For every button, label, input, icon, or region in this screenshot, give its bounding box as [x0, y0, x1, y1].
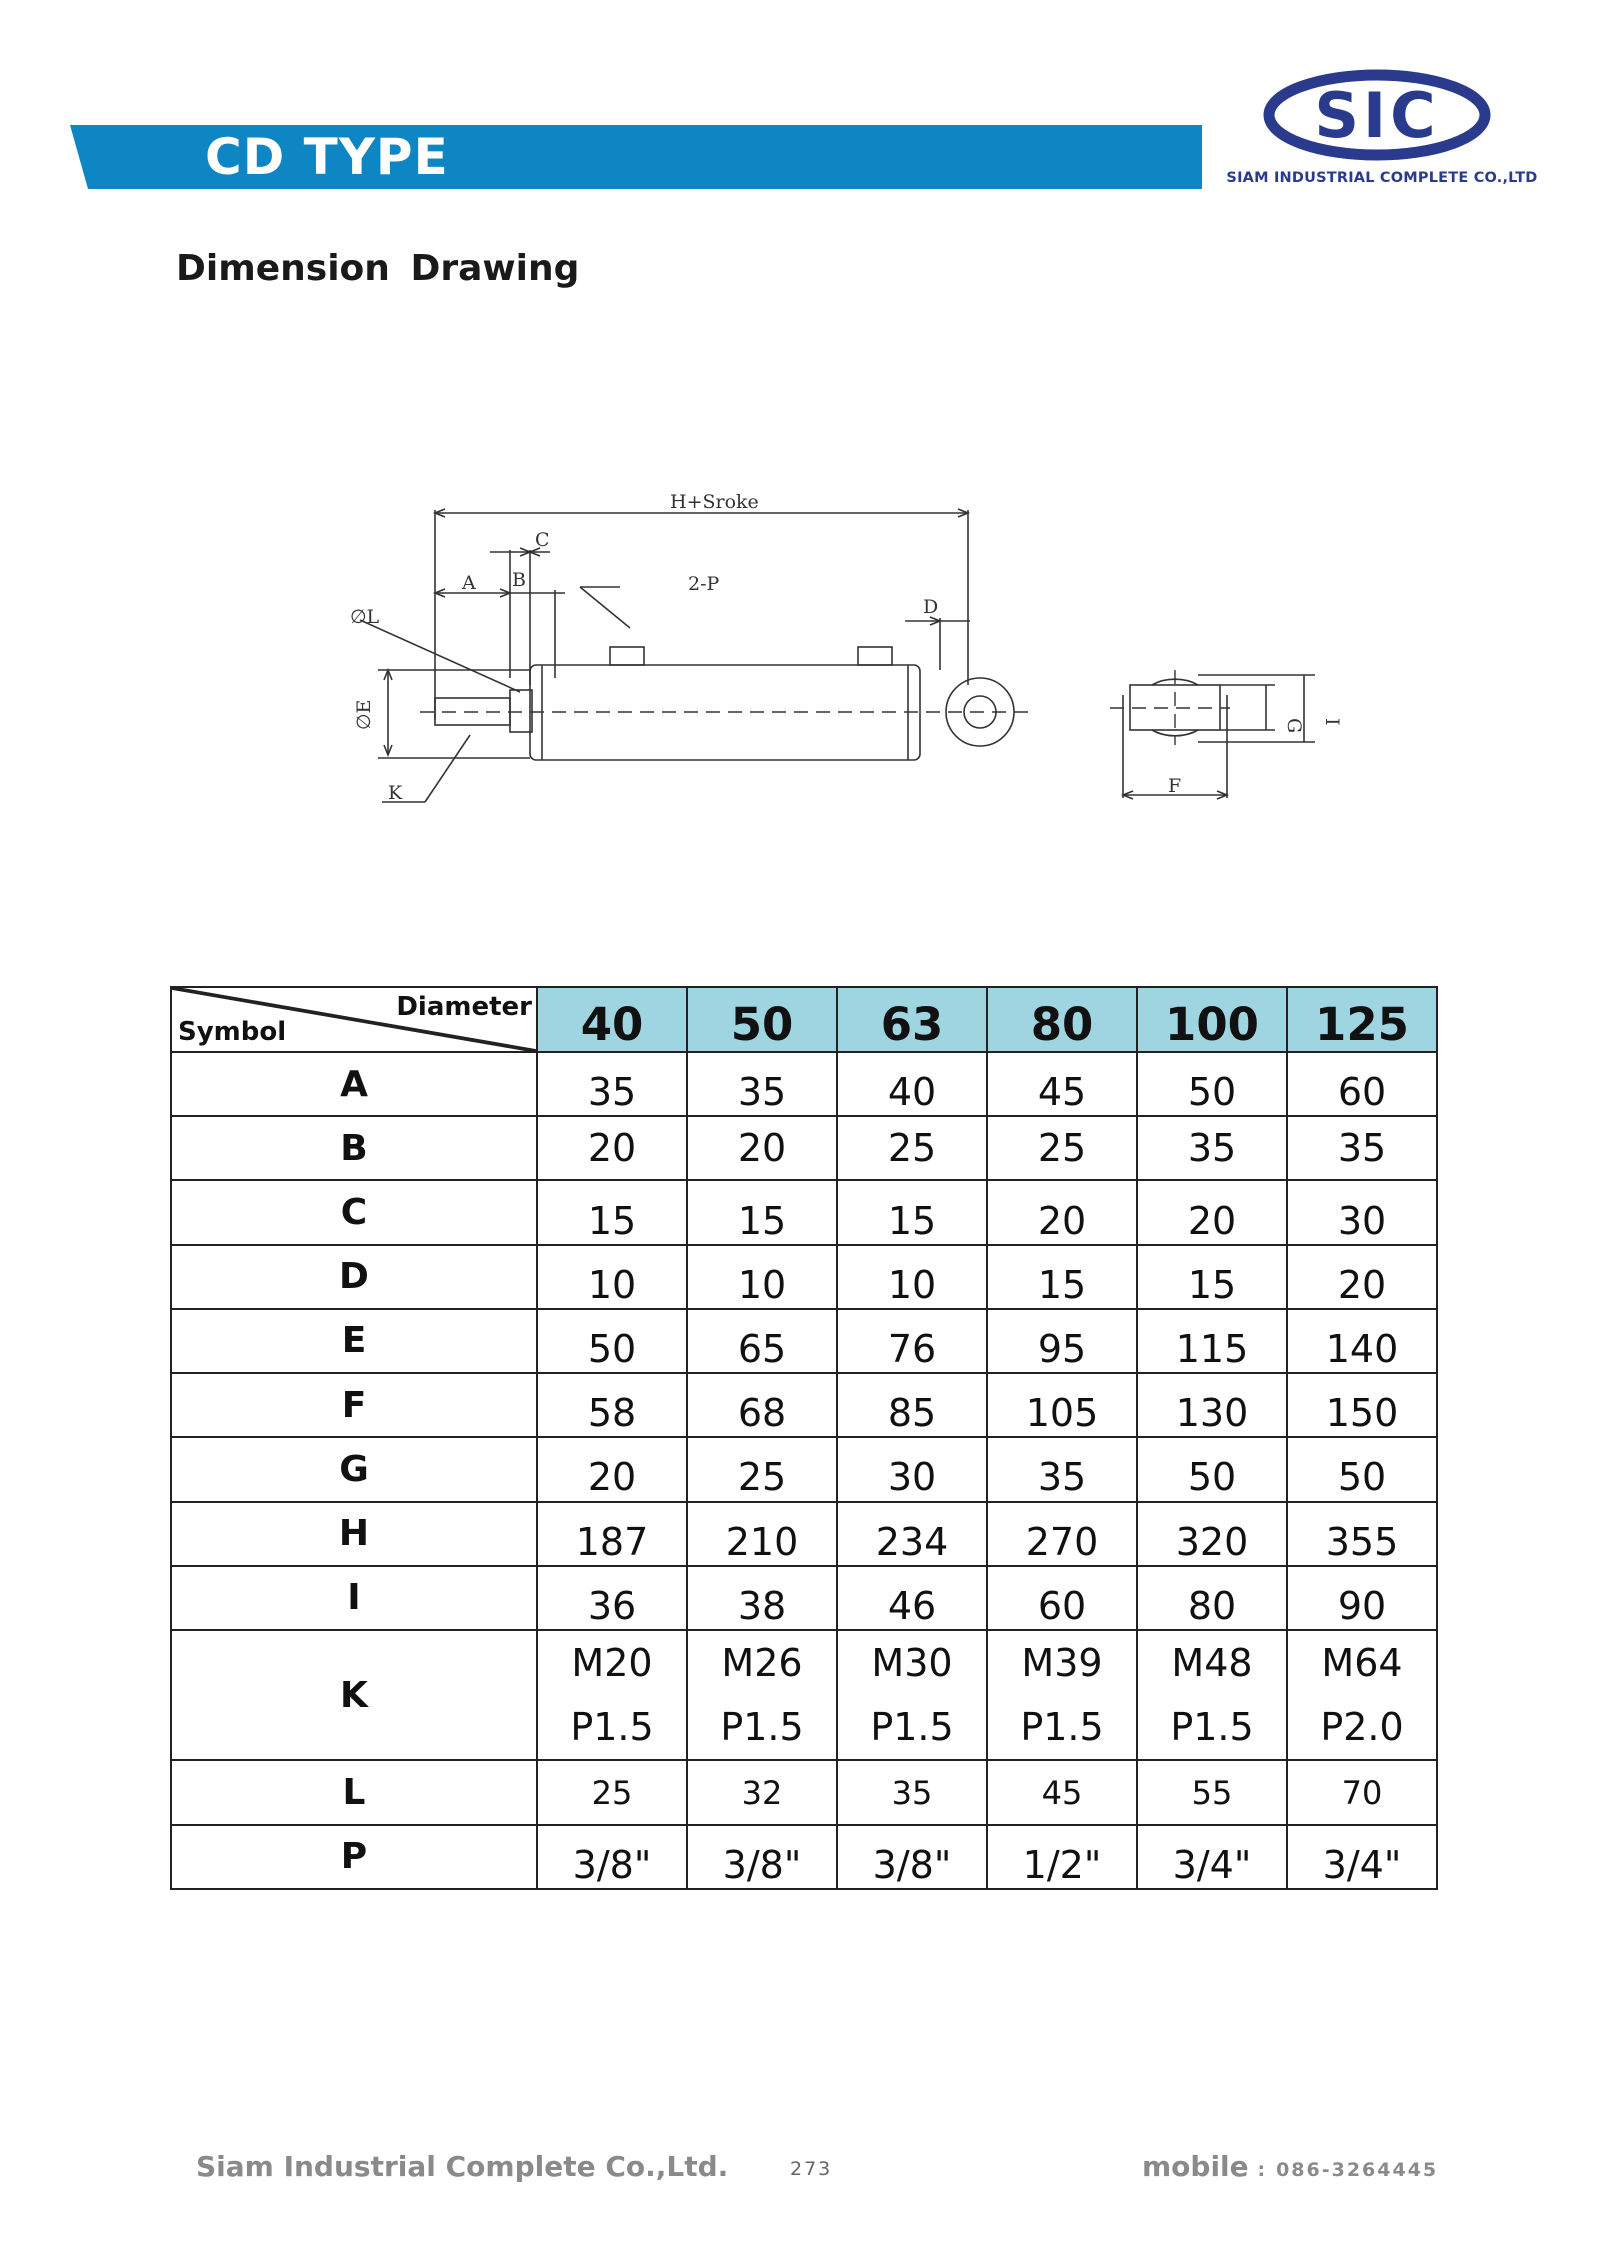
symbol-cell: B — [171, 1116, 537, 1180]
footer-mobile — [1142, 2150, 1438, 2183]
section-title: Dimension Drawing — [176, 248, 580, 289]
value-cell: 210 — [687, 1502, 837, 1566]
table-row — [171, 1052, 1437, 1116]
value-cell: 40 — [837, 1052, 987, 1116]
value-cell: 70 — [1287, 1760, 1437, 1824]
value-cell: 50 — [1137, 1437, 1287, 1501]
value-cell: 55 — [1137, 1760, 1287, 1824]
diameter-header: 125 — [1287, 987, 1437, 1052]
thread-pitch: P1.5 — [720, 1705, 804, 1750]
symbol-cell: I — [171, 1566, 537, 1630]
diameter-header: 50 — [687, 987, 837, 1052]
value-cell: 36 — [537, 1566, 687, 1630]
value-cell: 10 — [537, 1245, 687, 1309]
value-cell — [987, 1630, 1137, 1760]
symbol-cell: K — [171, 1630, 537, 1760]
label-d: D — [923, 596, 939, 618]
value-cell: 38 — [687, 1566, 837, 1630]
value-cell: 130 — [1137, 1373, 1287, 1437]
value-cell: 3/8" — [837, 1825, 987, 1889]
label-f: F — [1168, 775, 1182, 797]
value-cell: 3/8" — [537, 1825, 687, 1889]
table-row — [171, 1825, 1437, 1889]
label-i: I — [1321, 718, 1343, 726]
value-cell: 105 — [987, 1373, 1137, 1437]
label-k: K — [388, 782, 403, 804]
value-cell — [1287, 1630, 1437, 1760]
dimension-table — [170, 986, 1438, 1890]
label-b: B — [512, 569, 526, 591]
value-cell: 3/4" — [1287, 1825, 1437, 1889]
value-cell: 68 — [687, 1373, 837, 1437]
value-cell: 30 — [1287, 1180, 1437, 1244]
thread-pitch: P1.5 — [1020, 1705, 1104, 1750]
value-cell: 35 — [1137, 1116, 1287, 1180]
table-row — [171, 1180, 1437, 1244]
value-cell: 20 — [987, 1180, 1137, 1244]
label-l: ∅L — [350, 606, 380, 628]
value-cell: 15 — [837, 1180, 987, 1244]
value-cell — [1137, 1630, 1287, 1760]
value-cell: 10 — [837, 1245, 987, 1309]
mobile-number: 086-3264445 — [1276, 2159, 1439, 2181]
label-h-stroke: H+Sroke — [670, 491, 759, 513]
value-cell: 95 — [987, 1309, 1137, 1373]
symbol-cell: G — [171, 1437, 537, 1501]
diameter-header: 100 — [1137, 987, 1287, 1052]
footer-company: Siam Industrial Complete Co.,Ltd. — [196, 2150, 729, 2183]
label-2p: 2-P — [688, 573, 720, 595]
thread-size: M20 — [571, 1641, 653, 1686]
value-cell: 65 — [687, 1309, 837, 1373]
symbol-cell: C — [171, 1180, 537, 1244]
value-cell: 355 — [1287, 1502, 1437, 1566]
logo-text: SIC — [1314, 79, 1440, 152]
page-title: CD TYPE — [205, 128, 449, 186]
sic-logo-mark — [1262, 68, 1492, 163]
page-number: 273 — [790, 2158, 833, 2180]
value-cell: 15 — [537, 1180, 687, 1244]
logo-caption: SIAM INDUSTRIAL COMPLETE CO.,LTD — [1226, 170, 1538, 186]
table-row — [171, 1630, 1437, 1760]
value-cell: 58 — [537, 1373, 687, 1437]
thread-size: M48 — [1171, 1641, 1253, 1686]
diameter-header: 80 — [987, 987, 1137, 1052]
mobile-separator: : — [1257, 2159, 1268, 2181]
table-header-row — [171, 987, 1437, 1052]
thread-pitch: P2.0 — [1320, 1705, 1404, 1750]
value-cell — [687, 1630, 837, 1760]
table-row — [171, 1373, 1437, 1437]
thread-size: M39 — [1021, 1641, 1103, 1686]
symbol-cell: D — [171, 1245, 537, 1309]
thread-size: M26 — [721, 1641, 803, 1686]
value-cell: 20 — [537, 1116, 687, 1180]
label-c: C — [535, 529, 550, 551]
value-cell: 25 — [687, 1437, 837, 1501]
value-cell: 85 — [837, 1373, 987, 1437]
value-cell: 80 — [1137, 1566, 1287, 1630]
value-cell: 20 — [1287, 1245, 1437, 1309]
value-cell: 30 — [837, 1437, 987, 1501]
label-e: ∅E — [353, 699, 375, 730]
value-cell: 187 — [537, 1502, 687, 1566]
value-cell: 35 — [987, 1437, 1137, 1501]
value-cell: 10 — [687, 1245, 837, 1309]
dimension-drawing — [340, 480, 1343, 820]
value-cell: 46 — [837, 1566, 987, 1630]
value-cell: 150 — [1287, 1373, 1437, 1437]
company-logo — [1226, 68, 1538, 186]
value-cell: 3/8" — [687, 1825, 837, 1889]
table-row — [171, 1502, 1437, 1566]
table-row — [171, 1245, 1437, 1309]
value-cell: 25 — [837, 1116, 987, 1180]
value-cell — [537, 1630, 687, 1760]
thread-size: M30 — [871, 1641, 953, 1686]
label-g: G — [1283, 718, 1305, 734]
corner-label-diameter: Diameter — [396, 992, 532, 1022]
table-row — [171, 1566, 1437, 1630]
symbol-cell: H — [171, 1502, 537, 1566]
value-cell: 60 — [987, 1566, 1137, 1630]
value-cell: 45 — [987, 1760, 1137, 1824]
value-cell: 20 — [1137, 1180, 1287, 1244]
label-a: A — [462, 572, 476, 594]
corner-label-symbol: Symbol — [178, 1017, 287, 1047]
thread-size: M64 — [1321, 1641, 1403, 1686]
value-cell: 234 — [837, 1502, 987, 1566]
table-row — [171, 1437, 1437, 1501]
table-row — [171, 1116, 1437, 1180]
value-cell: 50 — [537, 1309, 687, 1373]
value-cell: 60 — [1287, 1052, 1437, 1116]
value-cell: 35 — [687, 1052, 837, 1116]
symbol-cell: P — [171, 1825, 537, 1889]
value-cell: 35 — [537, 1052, 687, 1116]
table-row — [171, 1760, 1437, 1824]
table-row — [171, 1309, 1437, 1373]
value-cell: 90 — [1287, 1566, 1437, 1630]
symbol-cell: F — [171, 1373, 537, 1437]
value-cell: 320 — [1137, 1502, 1287, 1566]
symbol-cell: E — [171, 1309, 537, 1373]
value-cell: 20 — [687, 1116, 837, 1180]
value-cell: 15 — [687, 1180, 837, 1244]
thread-pitch: P1.5 — [1170, 1705, 1254, 1750]
value-cell: 45 — [987, 1052, 1137, 1116]
table-corner-cell — [171, 987, 537, 1052]
thread-pitch: P1.5 — [570, 1705, 654, 1750]
value-cell: 50 — [1287, 1437, 1437, 1501]
value-cell: 76 — [837, 1309, 987, 1373]
value-cell: 50 — [1137, 1052, 1287, 1116]
value-cell: 115 — [1137, 1309, 1287, 1373]
value-cell: 1/2" — [987, 1825, 1137, 1889]
symbol-cell: A — [171, 1052, 537, 1116]
value-cell: 15 — [1137, 1245, 1287, 1309]
value-cell: 15 — [987, 1245, 1137, 1309]
value-cell: 35 — [1287, 1116, 1437, 1180]
value-cell: 25 — [987, 1116, 1137, 1180]
value-cell: 140 — [1287, 1309, 1437, 1373]
value-cell: 270 — [987, 1502, 1137, 1566]
value-cell: 20 — [537, 1437, 687, 1501]
value-cell: 25 — [537, 1760, 687, 1824]
value-cell: 3/4" — [1137, 1825, 1287, 1889]
value-cell: 35 — [837, 1760, 987, 1824]
value-cell: 32 — [687, 1760, 837, 1824]
thread-pitch: P1.5 — [870, 1705, 954, 1750]
mobile-label: mobile — [1142, 2150, 1249, 2183]
diameter-header: 40 — [537, 987, 687, 1052]
symbol-cell: L — [171, 1760, 537, 1824]
diameter-header: 63 — [837, 987, 987, 1052]
value-cell — [837, 1630, 987, 1760]
